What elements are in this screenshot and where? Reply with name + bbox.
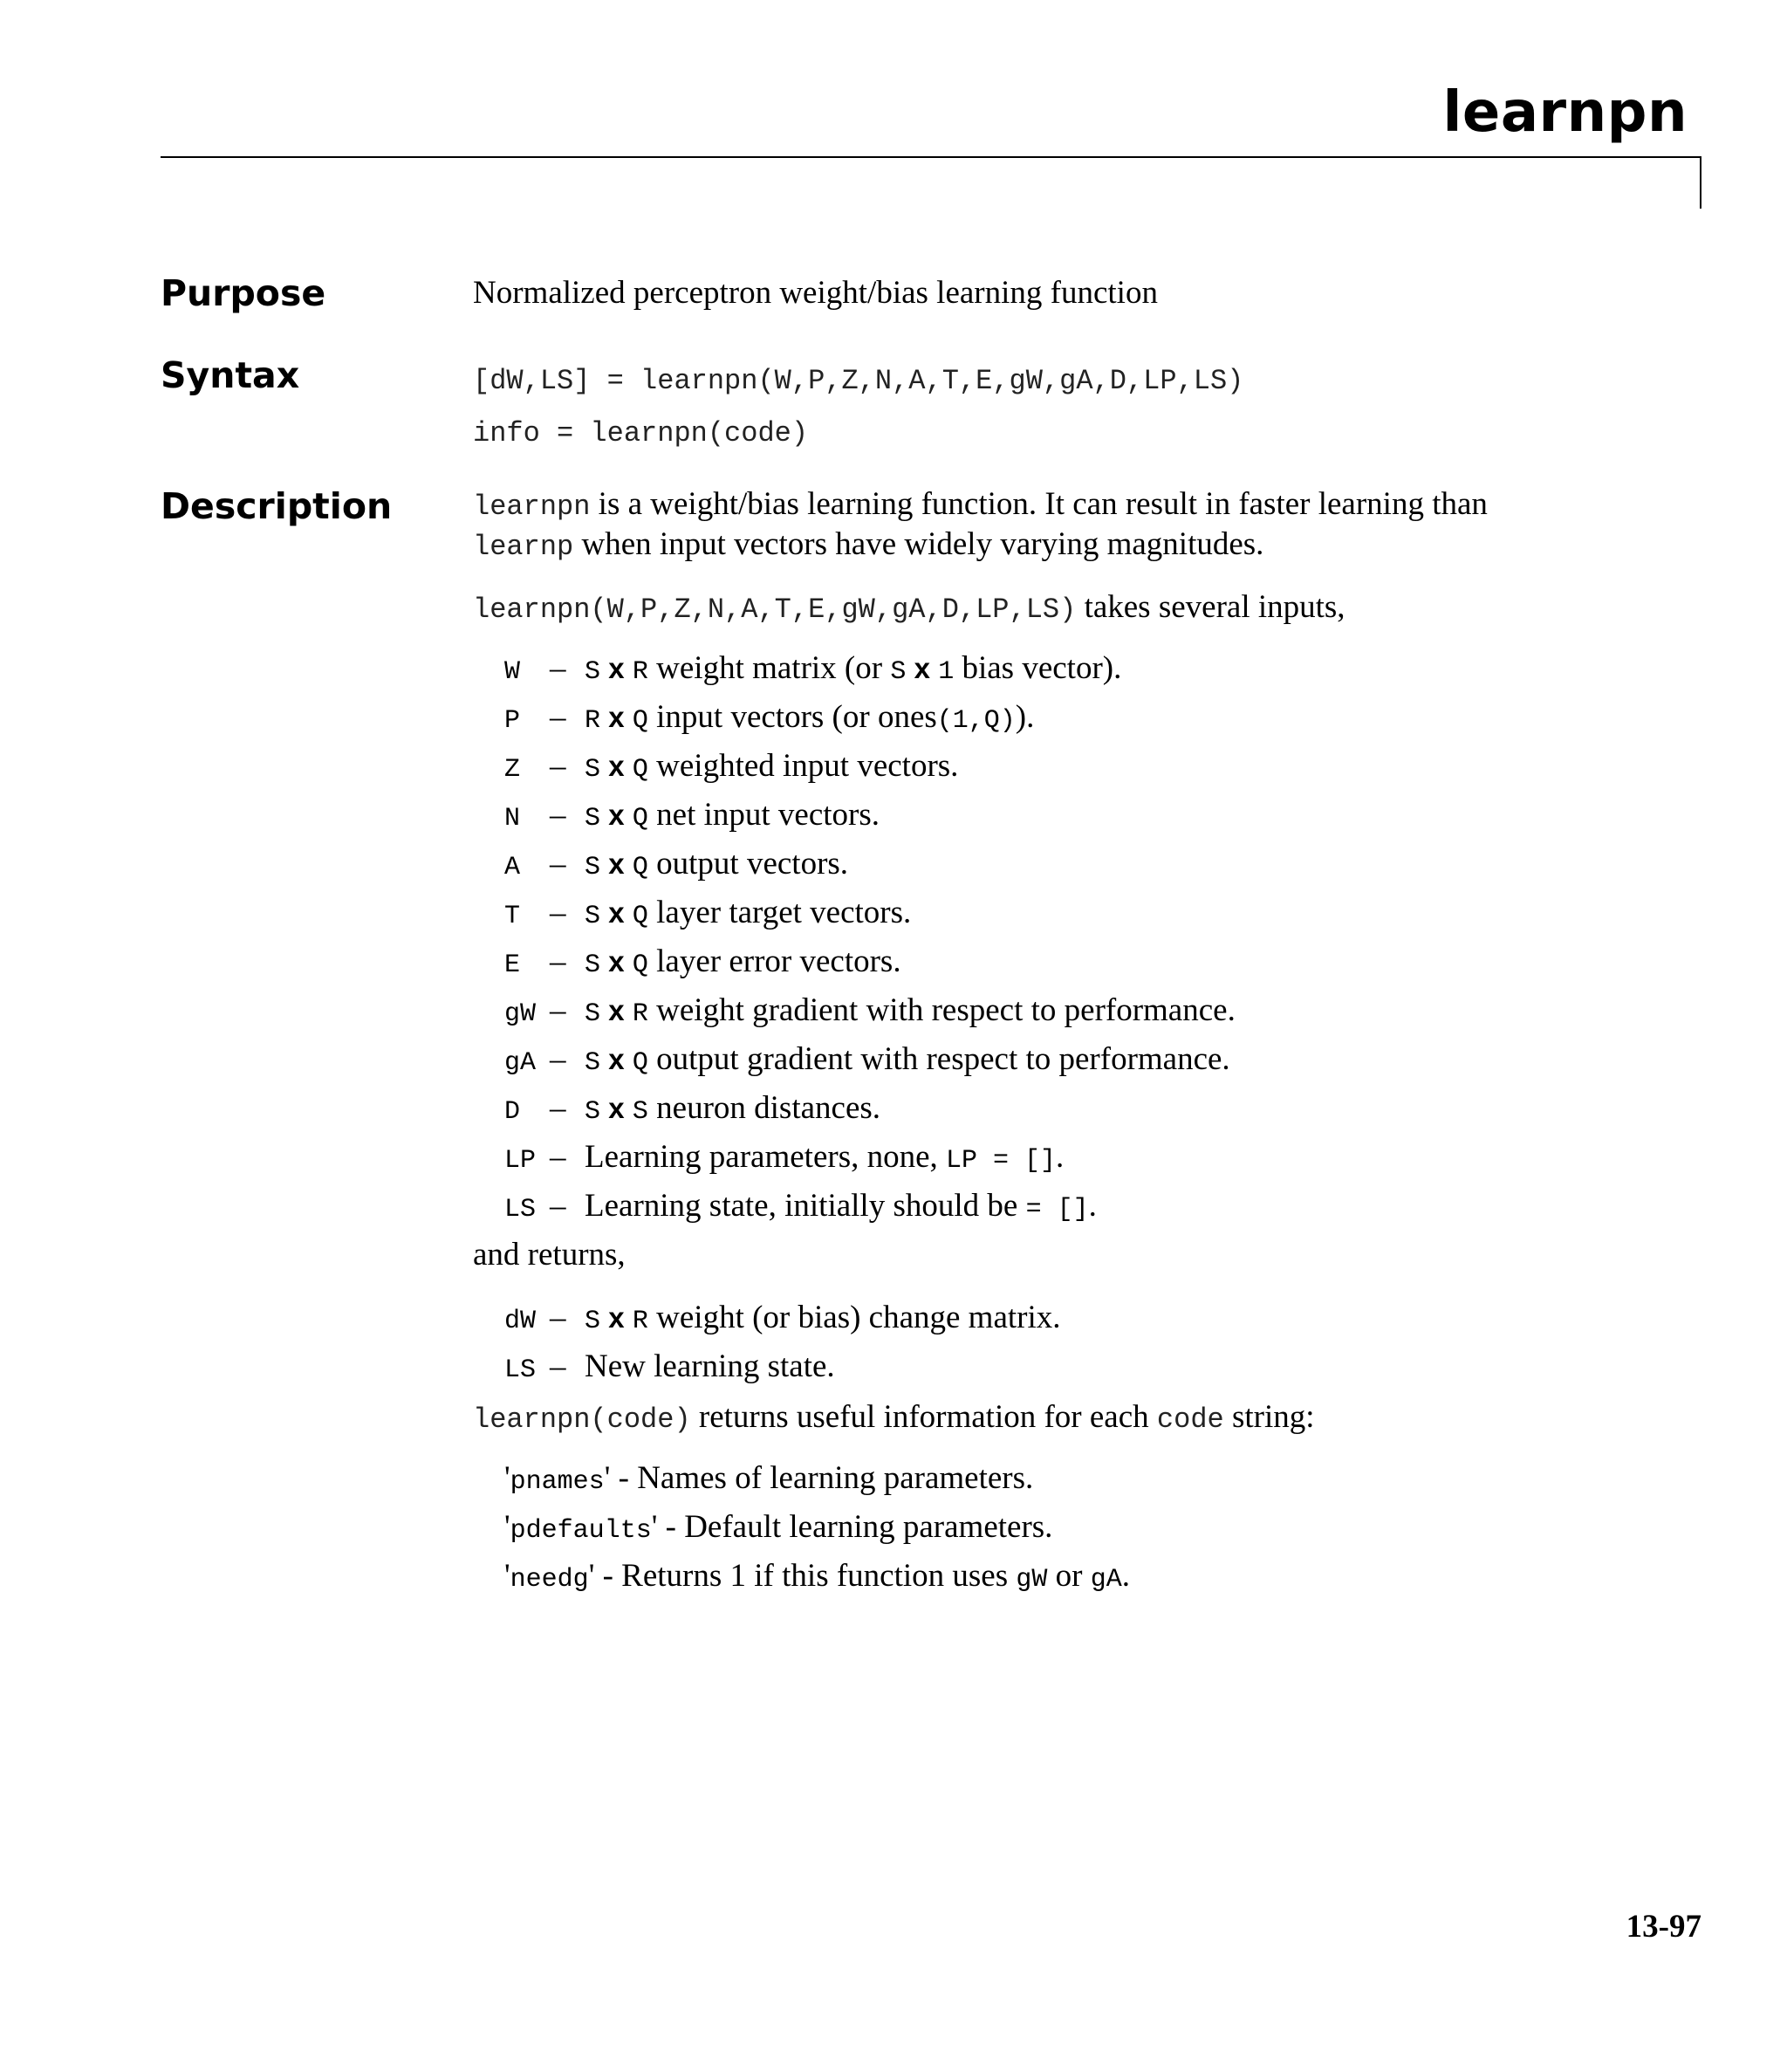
- dim: R: [632, 657, 648, 687]
- dim: S: [585, 1048, 601, 1078]
- dim: S: [585, 755, 601, 785]
- arg-text: weighted input vectors.: [656, 748, 959, 784]
- input-arg-row: [504, 747, 958, 791]
- inline-code: code: [1156, 1403, 1224, 1436]
- arg-text: weight gradient with respect to performance.: [656, 992, 1236, 1028]
- output-arg-row: [504, 1348, 835, 1391]
- syntax-label: Syntax: [161, 354, 300, 396]
- times-symbol: x: [608, 945, 625, 978]
- code-text: or: [1047, 1558, 1091, 1594]
- dim: 1: [938, 657, 955, 687]
- dim: Q: [632, 804, 648, 834]
- input-arg-row: [504, 1089, 880, 1133]
- dim: S: [585, 1097, 601, 1127]
- input-arg-row: [504, 845, 848, 888]
- times-symbol: x: [608, 750, 625, 782]
- times-symbol: x: [608, 799, 625, 831]
- output-arg-row: [504, 1299, 1061, 1342]
- inline-code: (1,Q): [936, 706, 1016, 736]
- description-paragraph-2: [473, 588, 1345, 626]
- arg-text: input vectors (or ones: [656, 699, 937, 735]
- dim: Q: [632, 902, 648, 931]
- input-arg-row: [504, 698, 1034, 742]
- times-symbol: x: [608, 1301, 625, 1334]
- dash: –: [550, 1348, 566, 1384]
- dim: S: [585, 1307, 601, 1336]
- dash: –: [550, 1139, 566, 1175]
- dash: –: [550, 1090, 566, 1126]
- dim: Q: [632, 853, 648, 882]
- input-arg-row: [504, 796, 880, 840]
- dim: Q: [632, 755, 648, 785]
- dim: S: [585, 950, 601, 980]
- header-rule-tick: [1700, 156, 1701, 209]
- arg-name: W: [504, 657, 521, 687]
- dim: S: [632, 1097, 648, 1127]
- description-label: Description: [161, 485, 393, 527]
- dash: –: [550, 699, 566, 735]
- dash: –: [550, 748, 566, 784]
- inline-code: = []: [1025, 1195, 1089, 1225]
- syntax-line-1: [dW,LS] = learnpn(W,P,Z,N,A,T,E,gW,gA,D,LP,LS): [473, 365, 1244, 397]
- input-arg-row: [504, 991, 1236, 1035]
- arg-text: Learning parameters, none,: [585, 1139, 947, 1175]
- description-paragraph-1-line-2: [473, 525, 1263, 563]
- dim: R: [585, 706, 601, 736]
- inline-code: needg: [510, 1565, 589, 1595]
- quote: ': [651, 1509, 658, 1545]
- arg-name: Z: [504, 755, 521, 785]
- page-title: learnpn: [1442, 80, 1688, 145]
- input-arg-row: [504, 1187, 1097, 1231]
- arg-name: N: [504, 804, 521, 834]
- dash: –: [550, 1041, 566, 1077]
- inline-code: gW: [1016, 1565, 1048, 1595]
- code-string-row: [504, 1508, 1052, 1552]
- dim: S: [585, 999, 601, 1029]
- input-arg-row: [504, 943, 901, 986]
- times-symbol: x: [914, 652, 930, 684]
- arg-text: output gradient with respect to performance.: [656, 1041, 1230, 1077]
- dash: –: [550, 1188, 566, 1224]
- times-symbol: x: [608, 652, 625, 684]
- inline-code: pdefaults: [510, 1516, 652, 1546]
- dim: Q: [632, 706, 648, 736]
- paragraph-text: when input vectors have widely varying magnitudes.: [573, 526, 1264, 562]
- inline-code: pnames: [510, 1467, 605, 1497]
- dim: S: [585, 804, 601, 834]
- dash: –: [550, 895, 566, 930]
- returns-text: and returns,: [473, 1237, 626, 1273]
- inline-code: learnp: [473, 531, 574, 563]
- arg-text: layer error vectors.: [656, 943, 901, 979]
- dim: S: [585, 902, 601, 931]
- header-rule: [161, 156, 1701, 158]
- input-arg-row: [504, 1040, 1230, 1084]
- paragraph-text: is a weight/bias learning function. It can result in faster learning than: [590, 486, 1488, 522]
- dash: –: [550, 943, 566, 979]
- quote: ': [504, 1460, 510, 1496]
- inline-code: learnpn(W,P,Z,N,A,T,E,gW,gA,D,LP,LS): [473, 593, 1077, 626]
- arg-text-tail: .: [1056, 1139, 1065, 1175]
- times-symbol: x: [608, 847, 625, 880]
- arg-name: E: [504, 950, 521, 980]
- quote: ': [504, 1558, 510, 1594]
- dim: R: [632, 999, 648, 1029]
- arg-text: output vectors.: [656, 846, 849, 882]
- quote: ': [588, 1558, 595, 1594]
- arg-name: LS: [504, 1195, 537, 1225]
- dim: Q: [632, 950, 648, 980]
- arg-name: A: [504, 853, 521, 882]
- quote: ': [504, 1509, 510, 1545]
- input-arg-row: [504, 894, 911, 937]
- arg-name: dW: [504, 1307, 537, 1336]
- paragraph-text: returns useful information for each: [690, 1399, 1157, 1435]
- code-text: - Names of learning parameters.: [610, 1460, 1034, 1496]
- inline-code: LP = []: [946, 1146, 1057, 1176]
- times-symbol: x: [608, 1043, 625, 1075]
- arg-text: net input vectors.: [656, 797, 880, 833]
- dash: –: [550, 797, 566, 833]
- arg-text-tail: ).: [1015, 699, 1035, 735]
- arg-name: T: [504, 902, 521, 931]
- times-symbol: x: [608, 1092, 625, 1124]
- arg-name: LS: [504, 1355, 537, 1385]
- purpose-text: Normalized perceptron weight/bias learning function: [473, 275, 1158, 311]
- arg-name: LP: [504, 1146, 537, 1176]
- times-symbol: x: [608, 896, 625, 929]
- arg-text: weight matrix (or: [656, 650, 891, 686]
- arg-text: New learning state.: [585, 1348, 835, 1384]
- code-text: - Default learning parameters.: [657, 1509, 1053, 1545]
- dash: –: [550, 1300, 566, 1335]
- dim: S: [585, 853, 601, 882]
- arg-text: Learning state, initially should be: [585, 1188, 1026, 1224]
- arg-name: gW: [504, 999, 537, 1029]
- arg-name: D: [504, 1097, 521, 1127]
- arg-text: weight (or bias) change matrix.: [656, 1300, 1061, 1335]
- input-arg-row: [504, 649, 1121, 693]
- code-string-row: [504, 1459, 1033, 1503]
- inline-code: gA: [1090, 1565, 1122, 1595]
- times-symbol: x: [608, 994, 625, 1026]
- dash: –: [550, 846, 566, 882]
- dim: Q: [632, 1048, 648, 1078]
- arg-text: layer target vectors.: [656, 895, 912, 930]
- inline-code: learnpn: [473, 491, 591, 523]
- arg-text-tail: bias vector).: [954, 650, 1122, 686]
- dash: –: [550, 992, 566, 1028]
- page-number: 13-97: [1626, 1909, 1701, 1945]
- dim: S: [890, 657, 907, 687]
- quote: ': [604, 1460, 611, 1496]
- dim: S: [585, 657, 601, 687]
- dim: R: [632, 1307, 648, 1336]
- arg-name: gA: [504, 1048, 537, 1078]
- arg-text-tail: .: [1088, 1188, 1097, 1224]
- paragraph-text: takes several inputs,: [1076, 589, 1345, 625]
- code-string-row: [504, 1557, 1130, 1601]
- purpose-label: Purpose: [161, 272, 326, 314]
- inline-code: learnpn(code): [473, 1403, 691, 1436]
- arg-text: neuron distances.: [656, 1090, 881, 1126]
- times-symbol: x: [608, 701, 625, 733]
- input-arg-row: [504, 1138, 1064, 1182]
- description-paragraph-3: [473, 1398, 1315, 1436]
- code-text-tail: .: [1121, 1558, 1130, 1594]
- description-paragraph-1-line-1: [473, 485, 1488, 523]
- dash: –: [550, 650, 566, 686]
- syntax-line-2: info = learnpn(code): [473, 417, 809, 449]
- code-text: - Returns 1 if this function uses: [594, 1558, 1017, 1594]
- paragraph-text: string:: [1223, 1399, 1315, 1435]
- arg-name: P: [504, 706, 521, 736]
